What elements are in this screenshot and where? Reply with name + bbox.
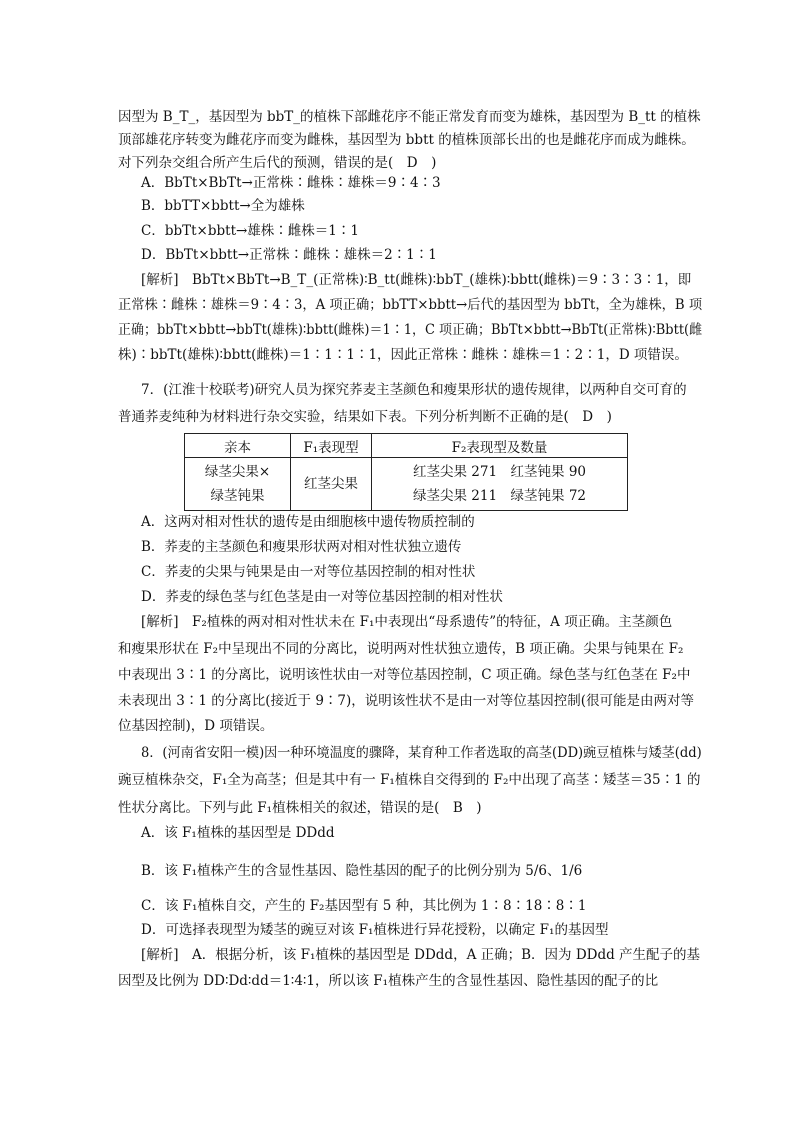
option-d: D．荞麦的绿色茎与红色茎是由一对等位基因控制的相对性状 (141, 589, 503, 605)
option-a: A．这两对相对性状的遗传是由细胞核中遗传物质控制的 (141, 514, 475, 530)
option-b: B．bbTT×bbtt→全为雄株 (141, 198, 305, 214)
f2-green: 绿茎尖果 211 绿茎钝果 72 (412, 488, 587, 504)
analysis-line: [解析] A．根据分析，该 F₁植株的基因型是 DDdd，A 正确；B．因为 DDdd 产生配子的基 (141, 947, 701, 963)
analysis-line: 正常株∶雌株∶雄株＝9∶4∶3，A 项正确；bbTT×bbtt→后代的基因型为 bbTt，全为雄株，B 项 (118, 297, 703, 313)
header-f1: F₁表现型 (291, 434, 372, 458)
option-a: A．该 F₁植株的基因型是 DDdd (141, 825, 335, 841)
question-8-line: 性状分离比。下列与此 F₁植株相关的叙述，错误的是( B ) (118, 800, 482, 816)
option-b: B．荞麦的主茎颜色和瘦果形状两对相对性状独立遗传 (141, 539, 462, 555)
analysis-line: 正确；bbTt×bbtt→bbTt(雄株)∶bbtt(雌株)＝1∶1，C 项正确；BbTt×bbtt→BbTt(正常株)∶Bbtt(雌 (118, 322, 703, 338)
option-c: C．该 F₁植株自交，产生的 F₂基因型有 5 种，其比例为 1∶8∶18∶8∶1 (141, 898, 587, 914)
option-d: D．可选择表现型为矮茎的豌豆对该 F₁植株进行异花授粉，以确定 F₁的基因型 (141, 922, 609, 938)
analysis-line: 未表现出 3∶1 的分离比(接近于 9∶7)，说明该性状不是由一对等位基因控制(很可能是由两对等 (118, 693, 695, 709)
question-8-line: 豌豆植株杂交，F₁全为高茎；但是其中有一 F₁植株自交得到的 F₂中出现了高茎∶矮茎＝35∶1 的 (118, 772, 701, 788)
option-b: B．该 F₁植株产生的含显性基因、隐性基因的配子的比例分别为 5/6、1/6 (141, 863, 583, 879)
genetics-table (184, 433, 628, 511)
option-c: C．荞麦的尖果与钝果是由一对等位基因控制的相对性状 (141, 564, 476, 580)
analysis-line: 位基因控制)，D 项错误。 (118, 718, 274, 734)
cell-parent (185, 458, 291, 511)
option-a: A．BbTt×BbTt→正常株∶雌株∶雄株＝9∶4∶3 (141, 175, 441, 191)
cell-f2 (372, 458, 628, 511)
analysis-line: 因型及比例为 DD∶Dd∶dd＝1∶4∶1，所以该 F₁植株产生的含显性基因、隐性基因的配子的比 (118, 973, 659, 989)
question-8: 8．(河南省安阳一模)因一种环境温度的骤降，某育种工作者选取的高茎(DD)豌豆植株与矮茎(dd) (141, 745, 702, 761)
cell-f1: 红茎尖果 (291, 458, 372, 511)
header-f2: F₂表现型及数量 (372, 434, 628, 458)
text-line: 顶部雄花序转变为雌花序而变为雌株，基因型为 bbtt 的植株顶部长出的也是雌花序而成为雌株。 (118, 132, 695, 148)
analysis-line: [解析] F₂植株的两对相对性状未在 F₁中表现出“母系遗传”的特征，A 项正确。主茎颜色 (141, 614, 673, 630)
option-c: C．bbTt×bbtt→雄株∶雌株＝1∶1 (141, 223, 359, 239)
text-line: 因型为 B_T_，基因型为 bbT_的植株下部雌花序不能正常发育而变为雄株，基因型为 B_tt 的植株 (118, 109, 701, 125)
f2-red: 红茎尖果 271 红茎钝果 90 (412, 464, 587, 480)
analysis-line: 和瘦果形状在 F₂中呈现出不同的分离比，说明两对性状独立遗传，B 项正确。尖果与钝果在 F₂ (118, 641, 684, 657)
question-7-line: 普通荞麦纯种为材料进行杂交实验，结果如下表。下列分析判断不正确的是( D ) (118, 409, 612, 425)
analysis-line: 株)∶bbTt(雄株)∶bbtt(雌株)＝1∶1∶1∶1，因此正常株∶雌株∶雄株＝1∶2∶1，D 项错误。 (118, 347, 688, 363)
parent-b: 绿茎钝果 (210, 488, 265, 504)
header-parent: 亲本 (185, 434, 291, 458)
analysis-line: [解析] BbTt×BbTt→B_T_(正常株)∶B_tt(雌株)∶bbT_(雄株)∶bbtt(雌株)＝9∶3∶3∶1，即 (141, 272, 692, 288)
parent-a: 绿茎尖果× (204, 464, 271, 480)
question-7: 7．(江淮十校联考)研究人员为探究荞麦主茎颜色和瘦果形状的遗传规律，以两种自交可育的 (141, 382, 687, 398)
option-d: D．BbTt×bbtt→正常株∶雌株∶雄株＝2∶1∶1 (141, 247, 437, 263)
text-line: 对下列杂交组合所产生后代的预测，错误的是( D ) (118, 155, 437, 171)
analysis-line: 中表现出 3∶1 的分离比，说明该性状由一对等位基因控制，C 项正确。绿色茎与红色茎在 F₂中 (118, 667, 691, 683)
